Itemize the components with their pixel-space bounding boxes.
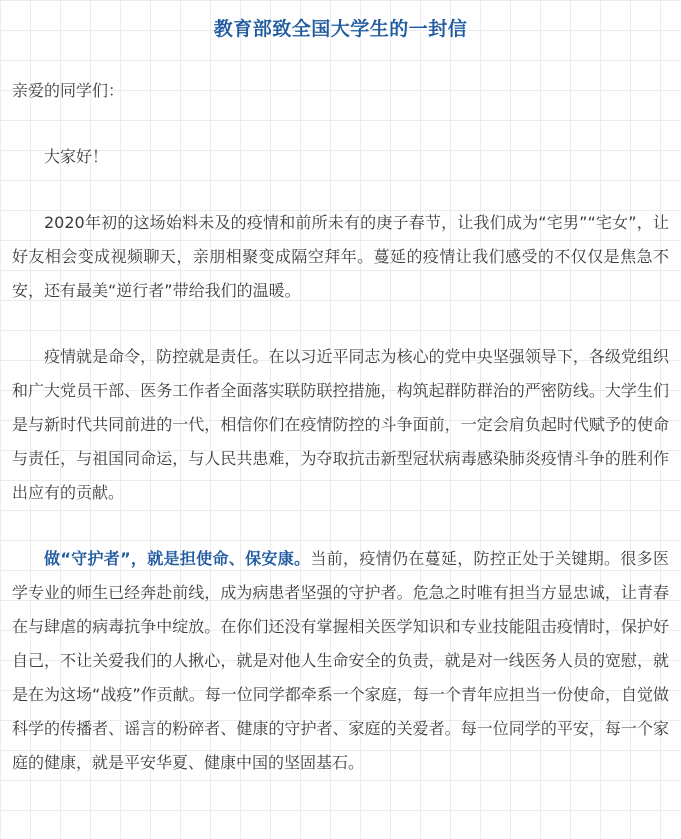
- paragraph-3-lead: 做“守护者”，就是担使命、保安康。: [44, 549, 311, 568]
- salutation: 亲爱的同学们：: [12, 81, 125, 100]
- greeting: 大家好！: [44, 147, 109, 166]
- paragraph-3-text: 当前，疫情仍在蔓延，防控正处于关键期。很多医学专业的师生已经奔赴前线，成为病患者坚强的守护者。危急之时唯有担当方显忠诚，让青春在与肆虐的病毒抗争中绽放。在你们还没有掌握相关医学知识和专业技能阻击疫情时，保护好自己，不让关爱我们的人揪心，就是对他人生命安全的负责，就是对一线医务人员的宽慰，就是在为这场“战疫”作贡献。每一位同学都牵系一个家庭，每一个青年应担当一份使命，自觉做科学的传播者、谣言的粉碎者、健康的守护者、家庭的关爱者。每一位同学的平安，每一个家庭的健康，就是平安华夏、健康中国的坚固基石。: [12, 549, 669, 772]
- page-title: 教育部致全国大学生的一封信: [213, 18, 468, 40]
- paragraph-2: [12, 340, 669, 510]
- paragraph-2-text: 疫情就是命令，防控就是责任。在以习近平同志为核心的党中央坚强领导下，各级党组织和广大党员干部、医务工作者全面落实联防联控措施，构筑起群防群治的严密防线。大学生们是与新时代共同前进的一代，相信你们在疫情防控的斗争面前，一定会肩负起时代赋予的使命与责任，与祖国同命运，与人民共患难，为夺取抗击新型冠状病毒感染肺炎疫情斗争的胜利作出应有的贡献。: [12, 347, 669, 502]
- paragraph-1-text: 2020年初的这场始料未及的疫情和前所未有的庚子春节，让我们成为“宅男”“宅女”，让好友相会变成视频聊天，亲朋相聚变成隔空拜年。蔓延的疫情让我们感受的不仅仅是焦急不安，还有最美“逆行者”带给我们的温暖。: [12, 213, 669, 300]
- paragraph-1: [12, 206, 669, 308]
- paragraph-3: [12, 542, 669, 780]
